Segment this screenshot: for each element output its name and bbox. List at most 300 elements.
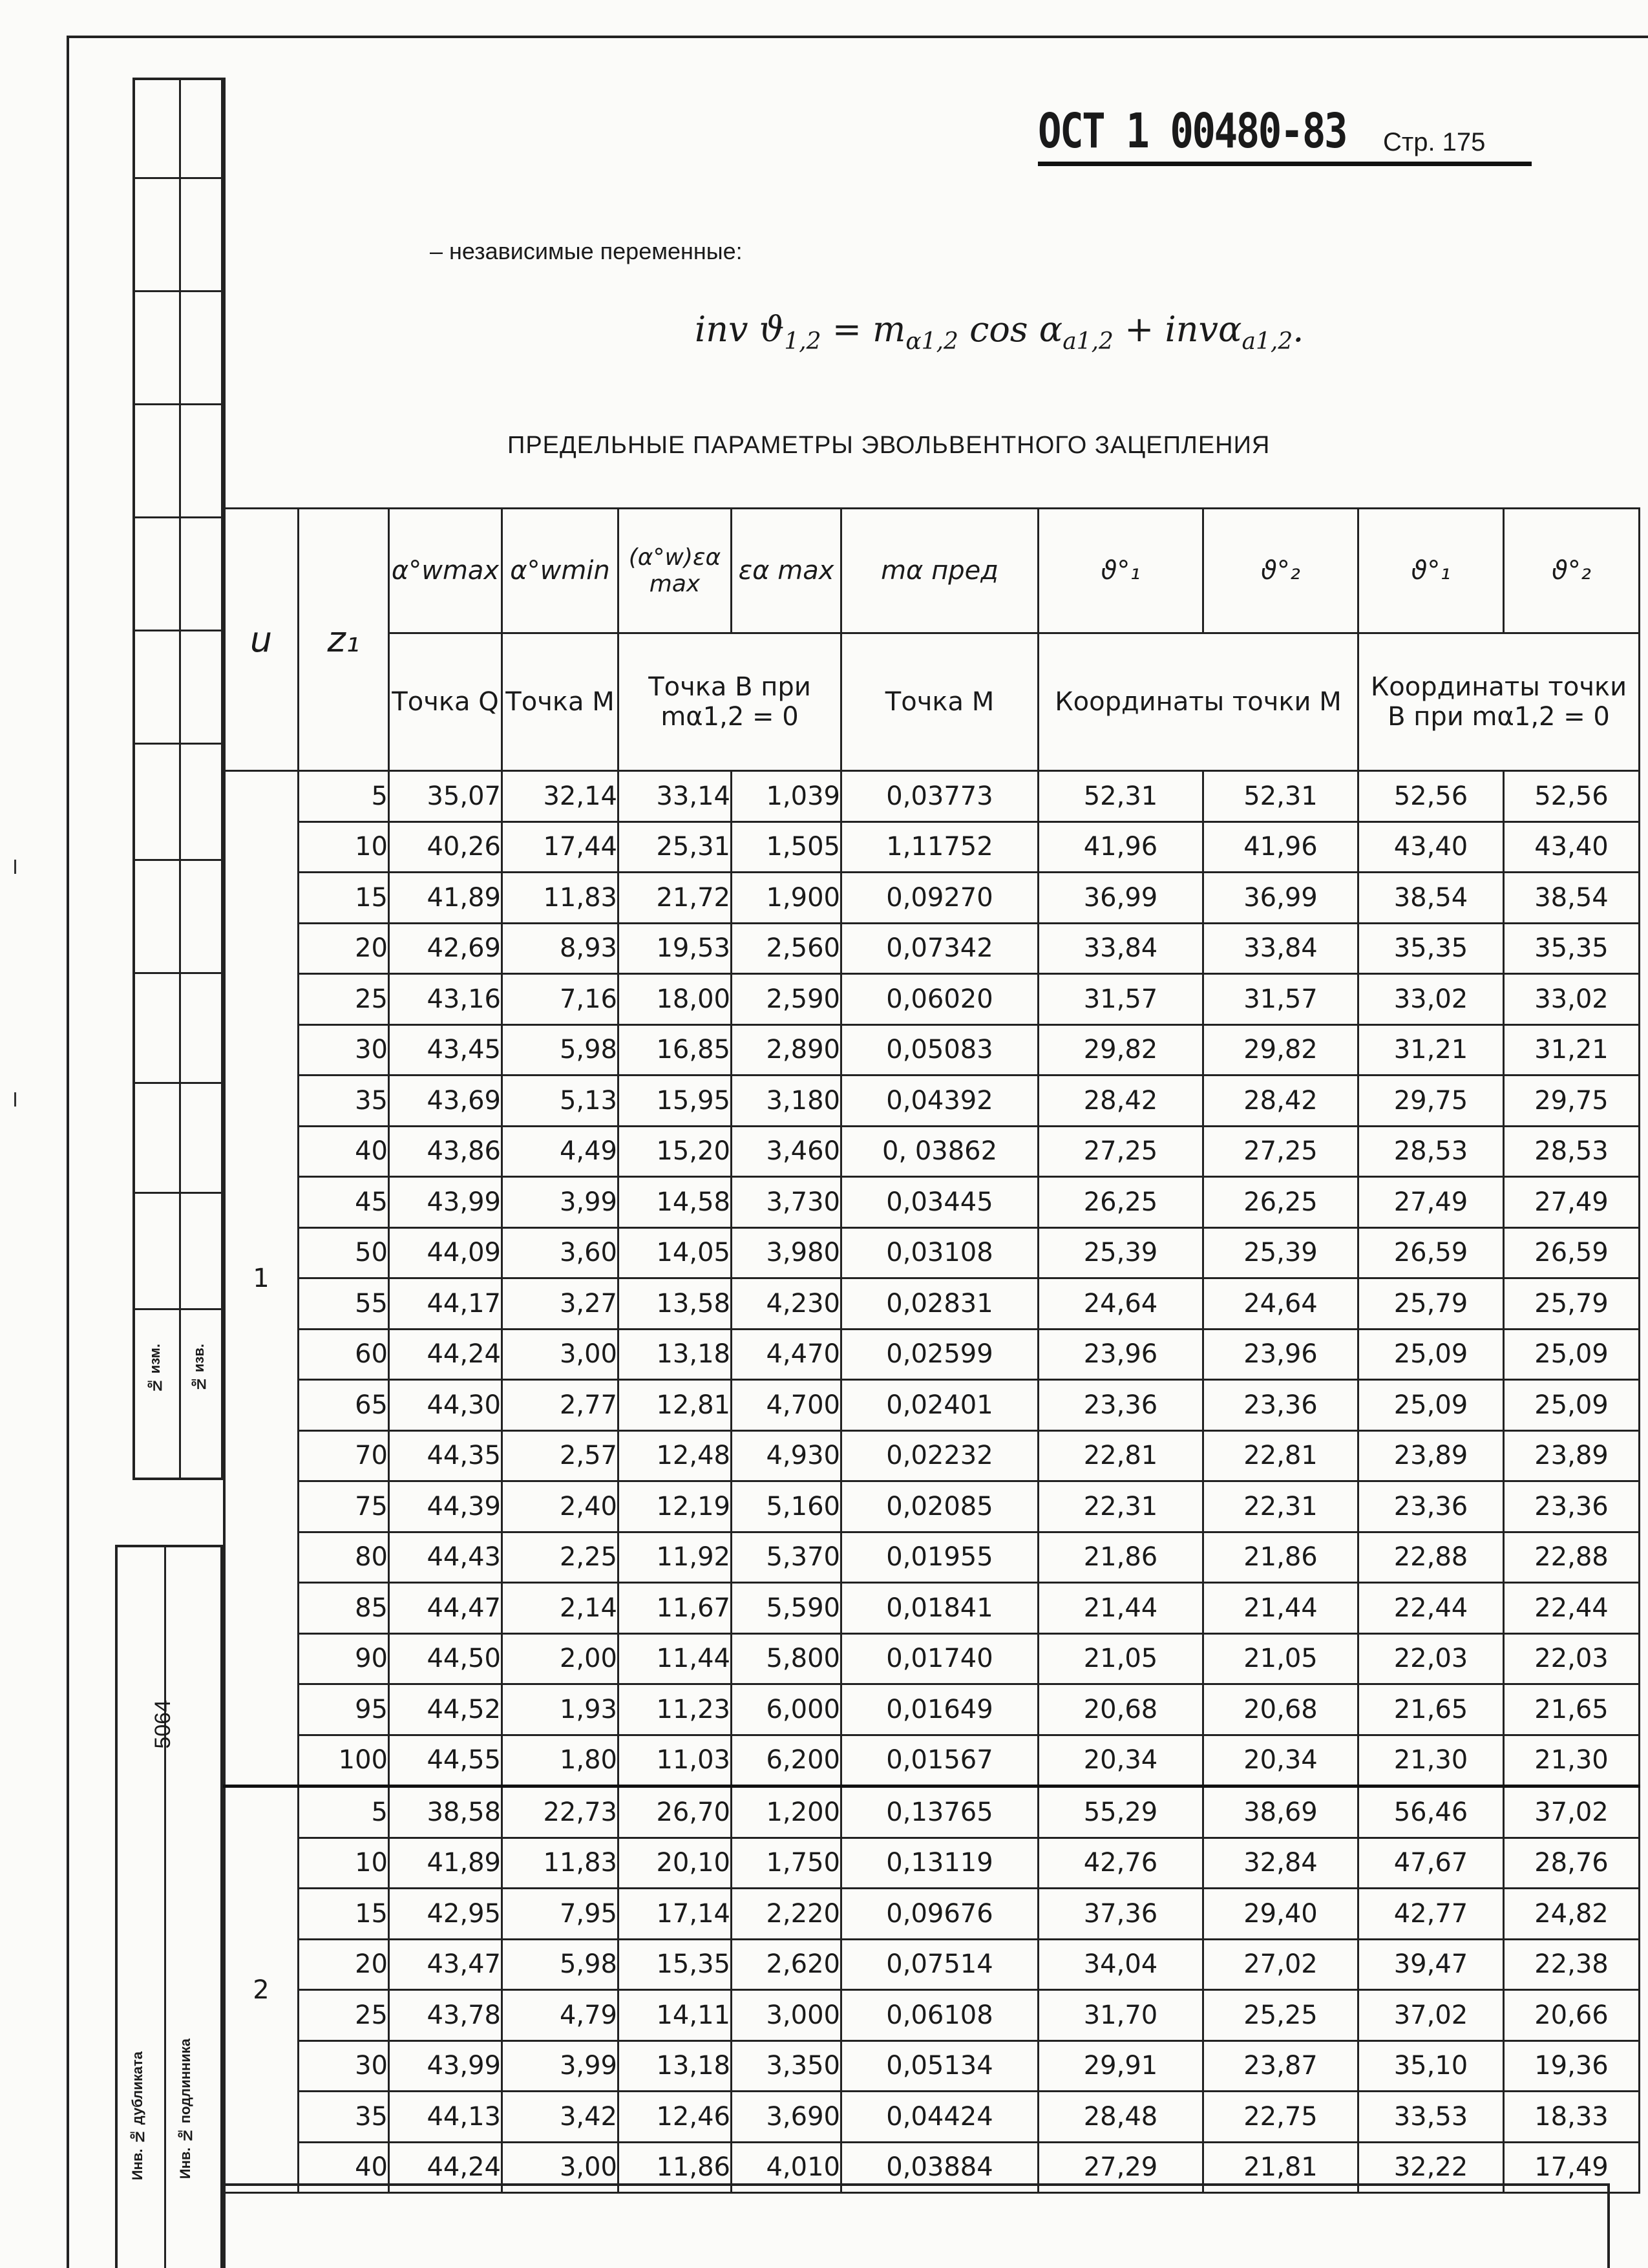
table-cell: 41,96 bbox=[1039, 821, 1203, 873]
table-cell: 44,24 bbox=[389, 1329, 502, 1380]
footer-divider bbox=[1607, 2183, 1610, 2268]
table-cell: 35,07 bbox=[389, 771, 502, 822]
margin-strip-lower bbox=[115, 1545, 223, 2268]
table-cell: 1,750 bbox=[732, 1838, 841, 1889]
table-cell: 4,79 bbox=[502, 1990, 618, 2041]
table-cell: 11,92 bbox=[618, 1532, 732, 1583]
table-cell: 0,01841 bbox=[841, 1583, 1039, 1634]
table-row bbox=[224, 1481, 1640, 1532]
table-cell: 23,89 bbox=[1358, 1430, 1504, 1481]
table-cell: 35,35 bbox=[1358, 923, 1504, 974]
table-cell: 13,18 bbox=[618, 2040, 732, 2092]
table-cell: 5,98 bbox=[502, 1939, 618, 1990]
table-cell: 39,47 bbox=[1358, 1939, 1504, 1990]
table-cell: 21,44 bbox=[1203, 1583, 1358, 1634]
header-theta1-b: ϑ°₁ bbox=[1358, 509, 1504, 633]
table-cell: 22,88 bbox=[1358, 1532, 1504, 1583]
table-cell: 52,31 bbox=[1203, 771, 1358, 822]
table-cell: 23,36 bbox=[1039, 1380, 1203, 1431]
header-alpha-w-eps: (α°w)εα max bbox=[618, 509, 732, 633]
table-cell: 31,57 bbox=[1039, 974, 1203, 1025]
table-cell: 27,49 bbox=[1504, 1177, 1640, 1228]
table-cell: 29,40 bbox=[1203, 1889, 1358, 1940]
table-cell: 44,30 bbox=[389, 1380, 502, 1431]
table-row bbox=[224, 1430, 1640, 1481]
table-cell: 14,58 bbox=[618, 1177, 732, 1228]
table-cell: 25,09 bbox=[1504, 1329, 1640, 1380]
table-row bbox=[224, 923, 1640, 974]
table-cell: 44,52 bbox=[389, 1684, 502, 1735]
table-cell: 11,44 bbox=[618, 1633, 732, 1684]
table-cell: 31,57 bbox=[1203, 974, 1358, 1025]
table-cell: 26,59 bbox=[1504, 1227, 1640, 1278]
table-cell: 29,82 bbox=[1203, 1024, 1358, 1076]
table-cell: 0,07342 bbox=[841, 923, 1039, 974]
table-cell: 25,09 bbox=[1358, 1329, 1504, 1380]
table-row bbox=[224, 873, 1640, 924]
table-cell: 22,88 bbox=[1504, 1532, 1640, 1583]
header-point-q: Точка Q bbox=[389, 633, 502, 771]
table-cell: 38,69 bbox=[1203, 1786, 1358, 1838]
table-cell: 3,00 bbox=[502, 2142, 618, 2193]
table-cell: 43,40 bbox=[1358, 821, 1504, 873]
table-cell: 22,03 bbox=[1358, 1633, 1504, 1684]
table-cell: 2,00 bbox=[502, 1633, 618, 1684]
table-cell: 0,02401 bbox=[841, 1380, 1039, 1431]
table-cell: 2,25 bbox=[502, 1532, 618, 1583]
table-cell: 15,35 bbox=[618, 1939, 732, 1990]
table-cell: 0,02085 bbox=[841, 1481, 1039, 1532]
table-cell: 44,35 bbox=[389, 1430, 502, 1481]
table-cell: 5,160 bbox=[732, 1481, 841, 1532]
table-cell: 44,55 bbox=[389, 1735, 502, 1786]
table-cell: 4,470 bbox=[732, 1329, 841, 1380]
table-row bbox=[224, 1684, 1640, 1735]
notice-number-label: № изв. bbox=[191, 1344, 207, 1393]
table-cell: 27,25 bbox=[1203, 1126, 1358, 1177]
header-theta1-m: ϑ°₁ bbox=[1039, 509, 1203, 633]
table-cell: 0,04424 bbox=[841, 2092, 1039, 2143]
header-point-b: Точка B при mα1,2 = 0 bbox=[618, 633, 841, 771]
table-cell: 3,460 bbox=[732, 1126, 841, 1177]
table-cell: 40,26 bbox=[389, 821, 502, 873]
table-cell: 22,31 bbox=[1039, 1481, 1203, 1532]
table-cell: 11,23 bbox=[618, 1684, 732, 1735]
table-cell: 10 bbox=[299, 821, 389, 873]
table-cell: 23,96 bbox=[1203, 1329, 1358, 1380]
table-cell: 1,900 bbox=[732, 873, 841, 924]
table-cell: 31,21 bbox=[1358, 1024, 1504, 1076]
table-cell: 3,690 bbox=[732, 2092, 841, 2143]
table-cell: 35,10 bbox=[1358, 2040, 1504, 2092]
table-cell: 50 bbox=[299, 1227, 389, 1278]
table-cell: 3,350 bbox=[732, 2040, 841, 2092]
table-cell: 4,930 bbox=[732, 1430, 841, 1481]
table-cell: 40 bbox=[299, 1126, 389, 1177]
table-cell: 3,730 bbox=[732, 1177, 841, 1228]
table-cell: 75 bbox=[299, 1481, 389, 1532]
table-cell: 43,16 bbox=[389, 974, 502, 1025]
table-cell: 41,96 bbox=[1203, 821, 1358, 873]
table-cell: 43,86 bbox=[389, 1126, 502, 1177]
table-cell: 5 bbox=[299, 1786, 389, 1838]
table-cell: 43,47 bbox=[389, 1939, 502, 1990]
table-cell: 43,45 bbox=[389, 1024, 502, 1076]
table-cell: 0,03108 bbox=[841, 1227, 1039, 1278]
table-cell: 28,76 bbox=[1504, 1838, 1640, 1889]
table-cell: 100 bbox=[299, 1735, 389, 1786]
header-point-m-2: Точка M bbox=[841, 633, 1039, 771]
table-cell: 11,86 bbox=[618, 2142, 732, 2193]
table-row bbox=[224, 1939, 1640, 1990]
table-cell: 25,25 bbox=[1203, 1990, 1358, 2041]
table-cell: 15 bbox=[299, 1889, 389, 1940]
table-cell: 27,02 bbox=[1203, 1939, 1358, 1990]
table-row bbox=[224, 1076, 1640, 1127]
table-cell: 43,78 bbox=[389, 1990, 502, 2041]
table-cell: 22,44 bbox=[1358, 1583, 1504, 1634]
table-cell: 44,24 bbox=[389, 2142, 502, 2193]
table-cell: 22,31 bbox=[1203, 1481, 1358, 1532]
table-row bbox=[224, 1889, 1640, 1940]
table-cell: 3,180 bbox=[732, 1076, 841, 1127]
table-cell: 17,44 bbox=[502, 821, 618, 873]
table-cell: 18,33 bbox=[1504, 2092, 1640, 2143]
table-cell: 33,02 bbox=[1504, 974, 1640, 1025]
table-cell: 52,31 bbox=[1039, 771, 1203, 822]
table-cell: 5 bbox=[299, 771, 389, 822]
table-row bbox=[224, 1126, 1640, 1177]
table-cell: 20,34 bbox=[1039, 1735, 1203, 1786]
table-cell: 2,220 bbox=[732, 1889, 841, 1940]
table-cell: 22,75 bbox=[1203, 2092, 1358, 2143]
table-cell: 35 bbox=[299, 2092, 389, 2143]
table-cell: 22,03 bbox=[1504, 1633, 1640, 1684]
table-cell: 33,02 bbox=[1358, 974, 1504, 1025]
table-cell: 2,57 bbox=[502, 1430, 618, 1481]
table-cell: 22,44 bbox=[1504, 1583, 1640, 1634]
table-cell: 29,75 bbox=[1358, 1076, 1504, 1127]
table-cell: 0,06020 bbox=[841, 974, 1039, 1025]
table-cell: 35,35 bbox=[1504, 923, 1640, 974]
table-cell: 1,039 bbox=[732, 771, 841, 822]
table-cell: 42,95 bbox=[389, 1889, 502, 1940]
table-cell: 5,98 bbox=[502, 1024, 618, 1076]
table-cell: 11,67 bbox=[618, 1583, 732, 1634]
footer-line bbox=[223, 2183, 1609, 2186]
table-cell: 1,200 bbox=[732, 1786, 841, 1838]
table-cell: 20 bbox=[299, 923, 389, 974]
table-cell: 47,67 bbox=[1358, 1838, 1504, 1889]
table-cell: 12,46 bbox=[618, 2092, 732, 2143]
table-cell: 24,64 bbox=[1039, 1278, 1203, 1330]
table-cell: 42,77 bbox=[1358, 1889, 1504, 1940]
table-cell: 1,93 bbox=[502, 1684, 618, 1735]
table-cell: 22,38 bbox=[1504, 1939, 1640, 1990]
table-cell: 11,83 bbox=[502, 1838, 618, 1889]
table-cell: 21,44 bbox=[1039, 1583, 1203, 1634]
table-cell: 2,590 bbox=[732, 974, 841, 1025]
table-cell: 12,81 bbox=[618, 1380, 732, 1431]
table-cell: 3,60 bbox=[502, 1227, 618, 1278]
table-cell: 3,99 bbox=[502, 1177, 618, 1228]
table-cell: 23,36 bbox=[1504, 1481, 1640, 1532]
table-row bbox=[224, 1278, 1640, 1330]
table-cell: 55 bbox=[299, 1278, 389, 1330]
table-cell: 34,04 bbox=[1039, 1939, 1203, 1990]
standard-number: ОСТ 1 00480-83 bbox=[1038, 103, 1347, 159]
table-cell: 2,620 bbox=[732, 1939, 841, 1990]
table-cell: 27,25 bbox=[1039, 1126, 1203, 1177]
table-cell: 41,89 bbox=[389, 1838, 502, 1889]
page-frame-top bbox=[67, 36, 1648, 38]
table-cell: 3,27 bbox=[502, 1278, 618, 1330]
table-cell: 29,82 bbox=[1039, 1024, 1203, 1076]
table-cell: 14,11 bbox=[618, 1990, 732, 2041]
table-cell: 26,25 bbox=[1039, 1177, 1203, 1228]
table-cell: 0,03445 bbox=[841, 1177, 1039, 1228]
table-cell: 25,79 bbox=[1504, 1278, 1640, 1330]
table-cell: 36,99 bbox=[1203, 873, 1358, 924]
table-cell: 0,02232 bbox=[841, 1430, 1039, 1481]
table-cell: 30 bbox=[299, 2040, 389, 2092]
table-cell: 80 bbox=[299, 1532, 389, 1583]
table-cell: 21,86 bbox=[1039, 1532, 1203, 1583]
header-eps-max: εα max bbox=[732, 509, 841, 633]
header-m-pred: mα пред bbox=[841, 509, 1039, 633]
table-cell: 44,13 bbox=[389, 2092, 502, 2143]
table-cell: 38,54 bbox=[1504, 873, 1640, 924]
table-cell: 23,96 bbox=[1039, 1329, 1203, 1380]
table-cell: 24,64 bbox=[1203, 1278, 1358, 1330]
original-inventory-label: Инв. № подлинника bbox=[177, 2039, 193, 2179]
table-cell: 20 bbox=[299, 1939, 389, 1990]
table-cell: 28,53 bbox=[1358, 1126, 1504, 1177]
table-cell: 44,43 bbox=[389, 1532, 502, 1583]
table-row bbox=[224, 821, 1640, 873]
table-cell: 21,65 bbox=[1504, 1684, 1640, 1735]
change-number-label: № изм. bbox=[147, 1344, 163, 1394]
header-theta2-b: ϑ°₂ bbox=[1504, 509, 1640, 633]
table-cell: 37,02 bbox=[1358, 1990, 1504, 2041]
table-cell: 7,95 bbox=[502, 1889, 618, 1940]
table-cell: 15 bbox=[299, 873, 389, 924]
table-cell: 43,40 bbox=[1504, 821, 1640, 873]
table-cell: 29,91 bbox=[1039, 2040, 1203, 2092]
table-cell: 26,70 bbox=[618, 1786, 732, 1838]
table-cell: 19,36 bbox=[1504, 2040, 1640, 2092]
header-alpha-wmin: α°wmin bbox=[502, 509, 618, 633]
u-value: 1 bbox=[224, 771, 299, 1786]
header-coord-b: Координаты точки B при mα1,2 = 0 bbox=[1358, 633, 1640, 771]
table-row bbox=[224, 1329, 1640, 1380]
table-cell: 2,14 bbox=[502, 1583, 618, 1634]
table-cell: 27,29 bbox=[1039, 2142, 1203, 2193]
table-cell: 17,14 bbox=[618, 1889, 732, 1940]
table-cell: 3,980 bbox=[732, 1227, 841, 1278]
table-cell: 32,22 bbox=[1358, 2142, 1504, 2193]
table-cell: 21,05 bbox=[1039, 1633, 1203, 1684]
table-cell: 10 bbox=[299, 1838, 389, 1889]
header-theta2-m: ϑ°₂ bbox=[1203, 509, 1358, 633]
table-cell: 29,75 bbox=[1504, 1076, 1640, 1127]
page-frame-left bbox=[67, 36, 69, 2268]
table-cell: 38,54 bbox=[1358, 873, 1504, 924]
table-cell: 25,09 bbox=[1358, 1380, 1504, 1431]
table-cell: 1,505 bbox=[732, 821, 841, 873]
scan-mark bbox=[14, 860, 16, 874]
table-cell: 52,56 bbox=[1358, 771, 1504, 822]
table-cell: 0,01567 bbox=[841, 1735, 1039, 1786]
table-cell: 90 bbox=[299, 1633, 389, 1684]
table-cell: 0,05134 bbox=[841, 2040, 1039, 2092]
table-cell: 22,81 bbox=[1039, 1430, 1203, 1481]
table-cell: 32,84 bbox=[1203, 1838, 1358, 1889]
table-cell: 26,25 bbox=[1203, 1177, 1358, 1228]
group-u2 bbox=[224, 1786, 1640, 2193]
table-cell: 1,11752 bbox=[841, 821, 1039, 873]
table-cell: 2,40 bbox=[502, 1481, 618, 1532]
table-row bbox=[224, 1838, 1640, 1889]
table-cell: 25,39 bbox=[1203, 1227, 1358, 1278]
table-cell: 7,16 bbox=[502, 974, 618, 1025]
table-cell: 21,30 bbox=[1358, 1735, 1504, 1786]
table-cell: 22,81 bbox=[1203, 1430, 1358, 1481]
table-cell: 0,01955 bbox=[841, 1532, 1039, 1583]
table-cell: 3,000 bbox=[732, 1990, 841, 2041]
table-cell: 27,49 bbox=[1358, 1177, 1504, 1228]
table-cell: 4,230 bbox=[732, 1278, 841, 1330]
table-cell: 65 bbox=[299, 1380, 389, 1431]
header-underline bbox=[1038, 162, 1532, 166]
table-cell: 60 bbox=[299, 1329, 389, 1380]
table-cell: 0,03773 bbox=[841, 771, 1039, 822]
table-cell: 23,89 bbox=[1504, 1430, 1640, 1481]
table-cell: 52,56 bbox=[1504, 771, 1640, 822]
table-cell: 44,50 bbox=[389, 1633, 502, 1684]
duplicate-inventory-label: Инв. № дубликата bbox=[129, 2051, 145, 2181]
table-cell: 6,200 bbox=[732, 1735, 841, 1786]
formula: inv $ϑ_{1,2} = m_{\alpha 1,2}$ $\cos \alpha_{a1,2} + inv\alpha_{a1,2}$. bbox=[695, 309, 1304, 355]
table-cell: 3,99 bbox=[502, 2040, 618, 2092]
table-cell: 42,69 bbox=[389, 923, 502, 974]
table-row bbox=[224, 1786, 1640, 1838]
table-cell: 3,00 bbox=[502, 1329, 618, 1380]
header-u: u bbox=[224, 509, 299, 771]
table-cell: 14,05 bbox=[618, 1227, 732, 1278]
table-row bbox=[224, 1735, 1640, 1786]
table-cell: 43,99 bbox=[389, 1177, 502, 1228]
table-cell: 0,02831 bbox=[841, 1278, 1039, 1330]
margin-strip bbox=[132, 78, 223, 1480]
header-alpha-wmax: α°wmax bbox=[389, 509, 502, 633]
table-cell: 0,05083 bbox=[841, 1024, 1039, 1076]
table-cell: 31,21 bbox=[1504, 1024, 1640, 1076]
table-cell: 20,68 bbox=[1203, 1684, 1358, 1735]
table-cell: 25 bbox=[299, 974, 389, 1025]
table-cell: 37,36 bbox=[1039, 1889, 1203, 1940]
table-row bbox=[224, 1633, 1640, 1684]
independent-variables-text: – независимые переменные: bbox=[430, 238, 743, 264]
table-cell: 11,83 bbox=[502, 873, 618, 924]
table-row bbox=[224, 2092, 1640, 2143]
table-cell: 21,65 bbox=[1358, 1684, 1504, 1735]
table-cell: 20,34 bbox=[1203, 1735, 1358, 1786]
table-cell: 0,07514 bbox=[841, 1939, 1039, 1990]
table-row bbox=[224, 1024, 1640, 1076]
table-cell: 23,36 bbox=[1358, 1481, 1504, 1532]
table-cell: 28,42 bbox=[1039, 1076, 1203, 1127]
table-cell: 0,02599 bbox=[841, 1329, 1039, 1380]
table-row bbox=[224, 1177, 1640, 1228]
table-cell: 33,14 bbox=[618, 771, 732, 822]
table-cell: 1,80 bbox=[502, 1735, 618, 1786]
table-cell: 0,01649 bbox=[841, 1684, 1039, 1735]
table-cell: 25,09 bbox=[1504, 1380, 1640, 1431]
table-cell: 70 bbox=[299, 1430, 389, 1481]
header-point-m: Точка M bbox=[502, 633, 618, 771]
table-cell: 0, 03862 bbox=[841, 1126, 1039, 1177]
table-row bbox=[224, 1532, 1640, 1583]
table-cell: 4,700 bbox=[732, 1380, 841, 1431]
table-title: ПРЕДЕЛЬНЫЕ ПАРАМЕТРЫ ЭВОЛЬВЕНТНОГО ЗАЦЕПЛЕНИЯ bbox=[507, 432, 1271, 459]
table-cell: 25,31 bbox=[618, 821, 732, 873]
table-cell: 44,09 bbox=[389, 1227, 502, 1278]
table-cell: 33,53 bbox=[1358, 2092, 1504, 2143]
table-cell: 20,66 bbox=[1504, 1990, 1640, 2041]
table-cell: 30 bbox=[299, 1024, 389, 1076]
table-cell: 25 bbox=[299, 1990, 389, 2041]
table-cell: 38,58 bbox=[389, 1786, 502, 1838]
table-cell: 15,95 bbox=[618, 1076, 732, 1127]
table-cell: 18,00 bbox=[618, 974, 732, 1025]
table-cell: 0,04392 bbox=[841, 1076, 1039, 1127]
table-cell: 33,84 bbox=[1203, 923, 1358, 974]
table-cell: 43,69 bbox=[389, 1076, 502, 1127]
table-cell: 44,47 bbox=[389, 1583, 502, 1634]
header-coord-m: Координаты точки M bbox=[1039, 633, 1358, 771]
table-cell: 5,13 bbox=[502, 1076, 618, 1127]
table-cell: 31,70 bbox=[1039, 1990, 1203, 2041]
table-cell: 13,58 bbox=[618, 1278, 732, 1330]
table-cell: 21,86 bbox=[1203, 1532, 1358, 1583]
table-cell: 5,590 bbox=[732, 1583, 841, 1634]
table-cell: 44,17 bbox=[389, 1278, 502, 1330]
table-cell: 0,13119 bbox=[841, 1838, 1039, 1889]
table-cell: 85 bbox=[299, 1583, 389, 1634]
table-cell: 16,85 bbox=[618, 1024, 732, 1076]
table-cell: 37,02 bbox=[1504, 1786, 1640, 1838]
table-cell: 5,800 bbox=[732, 1633, 841, 1684]
table-cell: 24,82 bbox=[1504, 1889, 1640, 1940]
table-cell: 3,42 bbox=[502, 2092, 618, 2143]
table-cell: 28,53 bbox=[1504, 1126, 1640, 1177]
table-cell: 26,59 bbox=[1358, 1227, 1504, 1278]
table-cell: 23,87 bbox=[1203, 2040, 1358, 2092]
table-cell: 44,39 bbox=[389, 1481, 502, 1532]
table-cell: 55,29 bbox=[1039, 1786, 1203, 1838]
table-cell: 4,010 bbox=[732, 2142, 841, 2193]
table-cell: 0,09676 bbox=[841, 1889, 1039, 1940]
table-cell: 21,30 bbox=[1504, 1735, 1640, 1786]
table-cell: 2,560 bbox=[732, 923, 841, 974]
table-cell: 17,49 bbox=[1504, 2142, 1640, 2193]
table-cell: 0,06108 bbox=[841, 1990, 1039, 2041]
table-cell: 2,890 bbox=[732, 1024, 841, 1076]
table-row bbox=[224, 1227, 1640, 1278]
table-cell: 0,13765 bbox=[841, 1786, 1039, 1838]
scan-mark bbox=[14, 1092, 16, 1107]
